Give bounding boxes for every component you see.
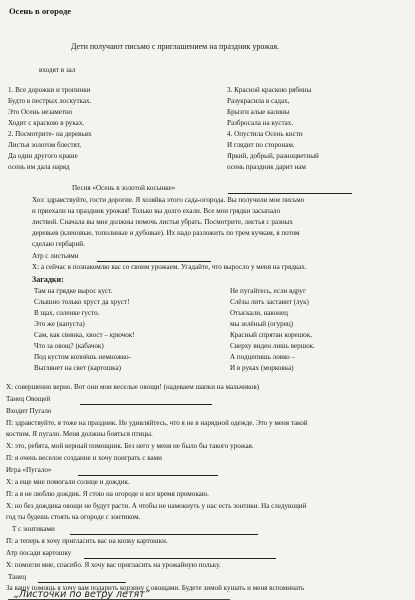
dialogue-line: П: здравствуйте, я тоже на праздник. Не удивляйтесь, что я не в нарядной одежде. Это у меня такой [6, 419, 308, 427]
dialogue-line: Входит Пугало [6, 407, 52, 415]
riddle-line: Сверху виден лишь вершок. [230, 342, 315, 350]
poem-line: осень им дала наряд [8, 163, 70, 171]
poem-line: Да один другого краше [8, 152, 78, 160]
dialogue-line: Игра «Пугало» [6, 466, 52, 474]
poem-line: Разукрасила в садах, [227, 97, 290, 105]
riddles-intro: Х: а сейчас я познакомлю вас со своим урожаем. Угадайте, что выросло у меня на грядках. [32, 263, 307, 271]
blank-line [38, 582, 126, 583]
dialogue-line: костюм. Я пугало. Меня должны бояться птицы. [6, 430, 153, 438]
poem-line: 1. Все дорожки и тропинки [8, 86, 91, 94]
riddle-line: Выглянет на свет (картошка) [34, 364, 122, 372]
poem-line: Брызги алые калины [227, 108, 290, 116]
blank-line [84, 558, 276, 559]
enter-hall-line: входят в зал [39, 66, 76, 74]
riddle-line: Отыскали, наконец [230, 309, 288, 317]
dialogue-line: Х: это, ребята, мой верный помощник. Без него у меня не было бы такого урожая. [6, 442, 254, 450]
dialogue-line: Х: а еще мне помогали солнце и дождик. [6, 478, 130, 486]
dialogue-line: За вашу помощь я хочу вам подарить корзину с овощами. Будете зимой кушать и меня вспоминать [6, 584, 305, 592]
blank-line [78, 475, 218, 476]
riddle-line: мы зелёный (огурец) [230, 320, 294, 328]
blank-line [97, 261, 211, 262]
riddle-line: Не пугайтесь, если вдруг [230, 287, 306, 295]
poem-line: И глядит по сторонам. [227, 141, 295, 149]
poem-line: Разбросала на кустах. [227, 119, 294, 127]
poem-line: Ходит с краскою в руках. [8, 119, 85, 127]
riddle-line: Там на грядке вырос куст. [34, 287, 113, 295]
paragraph-line: сделаю гербарий. [32, 240, 85, 248]
riddle-line: И в руках (морковка) [230, 364, 294, 372]
dialogue-line: Х: но без дождика овощи не будут расти. А чтобы не намокнуть у нас есть зонтики. На следующий [6, 502, 307, 510]
blank-line [80, 404, 212, 405]
dialogue-line: Танец Овощей [6, 395, 51, 403]
poem-line: 4. Опустила Осень кисти [227, 130, 303, 138]
dialogue-line: Атр посади картошку [6, 549, 72, 557]
riddle-line: Слёзы лить заставит (лук) [230, 298, 309, 306]
song-line: Песня «Осень в золотой косынке» [72, 184, 176, 192]
riddle-line: В щах, соленке густо. [34, 309, 100, 317]
blank-line [70, 534, 258, 535]
riddle-line: Красный спрятан корешок, [230, 331, 312, 339]
riddle-line: А подцепишь ловко – [230, 353, 296, 361]
riddle-line: Под кустом копнёшь немножко- [34, 353, 131, 361]
poem-line: Листья золотом блестят, [8, 141, 82, 149]
intro-line: Дети получают письмо с приглашением на праздник урожая. [71, 42, 279, 51]
riddle-line: Сам, как свинка, хвост – крючок! [34, 331, 135, 339]
paragraph-line: Хоз: здравствуйте, гости дорогие. Я хозяйка этого сада-огорода. Вы получили мое письмо [32, 196, 305, 204]
poem-line: 2. Посмотрите- на деревьях [8, 130, 92, 138]
poem-line: Это Осень незаметно [8, 108, 73, 116]
poem-line: Будто в пестрых лоскутках. [8, 97, 92, 105]
dialogue-line: П: я очень веселое создание и хочу поиграть с вами [6, 454, 162, 462]
riddle-line: Слышно только хруст да хруст! [34, 298, 130, 306]
blank-line [228, 193, 352, 194]
riddle-line: Что за овощ? (кабачок) [34, 342, 104, 350]
poem-line: 3. Красной краскою рябины [227, 86, 312, 94]
dialogue-line: Х: помогли мне, спасибо. Я хочу вас пригласить на урожайную польку. [6, 561, 221, 569]
paragraph-line: и приехали на праздник урожая! Только вы долго ехали. Все мои грядки засыпало [32, 207, 281, 215]
dialogue-line: П: а теперь я хочу пригласить вас на копку картошки. [6, 537, 168, 545]
paragraph-line: листвой. Сначала вы мне должны помочь листья убрать. Посмотрите, листья с разных [32, 218, 293, 226]
dialogue-line: Танец [8, 573, 27, 581]
poem-line: осень праздник дарит нам [227, 163, 306, 171]
dialogue-line: П: а я не люблю дождик. Я стою на огороде и все время промокаю. [6, 490, 209, 498]
document-title: Осень в огороде [9, 6, 72, 16]
attraction-leaves: Атр с листьями [32, 252, 79, 260]
riddle-line: Это же (капуста) [34, 320, 85, 328]
paragraph-line: деревьев (кленовые, тополиные и дубовые). Их надо разложить по трем кучкам, я потом [32, 229, 300, 237]
dialogue-line: Т с зонтиками [12, 525, 55, 533]
poem-line: Яркий, добрый, разноцветный [227, 152, 319, 160]
riddles-title: Загадки: [32, 275, 64, 284]
dialogue-line: год ты будешь стоять на огороде с зонтиком. [6, 513, 141, 521]
handwritten-note: „Листочки по ветру летят” [14, 589, 150, 600]
dialogue-line: Х: совершенно верно. Вот они мои веселые овощи! (надеваем шапки на мальчиков) [6, 383, 260, 391]
